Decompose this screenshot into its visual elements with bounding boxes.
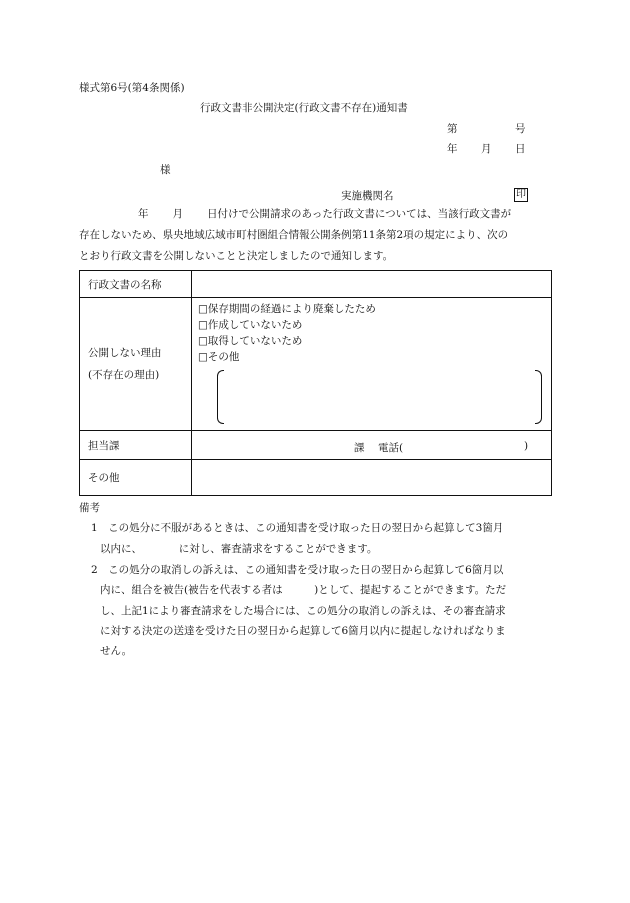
- reason-option-not-obtained[interactable]: □取得していないため: [198, 335, 303, 347]
- date-month-label: 月: [481, 143, 492, 155]
- remark-2-line-2: 内に、組合を被告(被告を代表する者は )として、提起することができます。ただ: [100, 584, 507, 596]
- reference-prefix: 第: [447, 123, 458, 135]
- phone-close-paren: ): [524, 440, 529, 452]
- reason-label: 公開しない理由: [88, 347, 162, 359]
- body-line-2: 存在しないため、県央地域広域市町村圏組合情報公開条例第11条第2項の規定により、次の: [79, 229, 509, 241]
- reason-label-cell: [80, 298, 192, 431]
- table-row: [80, 460, 552, 496]
- agency-name-label: 実施機関名: [341, 190, 394, 202]
- doc-name-label: 行政文書の名称: [80, 271, 192, 298]
- remark-2-line-4: に対する決定の送達を受けた日の翌日から起算して6箇月以内に提起しなければなりま: [100, 625, 506, 637]
- other-label: その他: [80, 460, 192, 496]
- remarks-title: 備考: [79, 502, 100, 514]
- body-month-label: 月: [172, 208, 183, 220]
- reference-suffix: 号: [515, 123, 526, 135]
- remark-2-line-1: 2 この処分の取消しの訴えは、この通知書を受け取った日の翌日から起算して6箇月以: [91, 564, 504, 576]
- phone-label: 電話(: [378, 442, 404, 454]
- reason-option-other[interactable]: □その他: [198, 351, 240, 363]
- remark-1-line-2: 以内に、 に対し、審査請求をすることができます。: [100, 543, 378, 555]
- dept-label: 担当課: [80, 431, 192, 460]
- other-value: [192, 460, 552, 496]
- table-row: [80, 431, 552, 460]
- reason-option-not-created[interactable]: □作成していないため: [198, 319, 303, 331]
- document-title: 行政文書非公開決定(行政文書不存在)通知書: [200, 102, 408, 114]
- reason-sublabel: (不存在の理由): [88, 369, 160, 381]
- body-year-label: 年: [138, 208, 149, 220]
- right-bracket: [535, 370, 542, 424]
- info-table: [79, 270, 552, 496]
- remark-2-line-3: し、上記1により審査請求をした場合には、この処分の取消しの訴えは、その審査請求: [100, 605, 506, 617]
- reason-option-disposed[interactable]: □保存期間の経過により廃棄したため: [198, 303, 376, 315]
- table-row: [80, 298, 552, 431]
- remark-2-line-5: せん。: [100, 645, 133, 657]
- table-row: [80, 271, 552, 298]
- body-line-1: [138, 209, 511, 220]
- remark-1-line-1: 1 この処分に不服があるときは、この通知書を受け取った日の翌日から起算して3箇月: [91, 522, 504, 534]
- dept-value-cell: [192, 431, 552, 460]
- seal-mark: 印: [516, 189, 526, 200]
- date-day-label: 日: [515, 143, 526, 155]
- body-line-1-text: 日付けで公開請求のあった行政文書については、当該行政文書が: [207, 208, 512, 220]
- doc-name-value: [192, 271, 552, 298]
- date-year-label: 年: [447, 143, 458, 155]
- reason-value-cell: [192, 298, 552, 431]
- dept-ka-label: 課: [354, 442, 365, 454]
- left-bracket: [217, 370, 224, 424]
- form-number: 様式第6号(第4条関係): [79, 82, 185, 94]
- body-line-3: とおり行政文書を公開しないことと決定しましたので通知します。: [79, 250, 394, 262]
- addressee-suffix: 様: [160, 164, 171, 176]
